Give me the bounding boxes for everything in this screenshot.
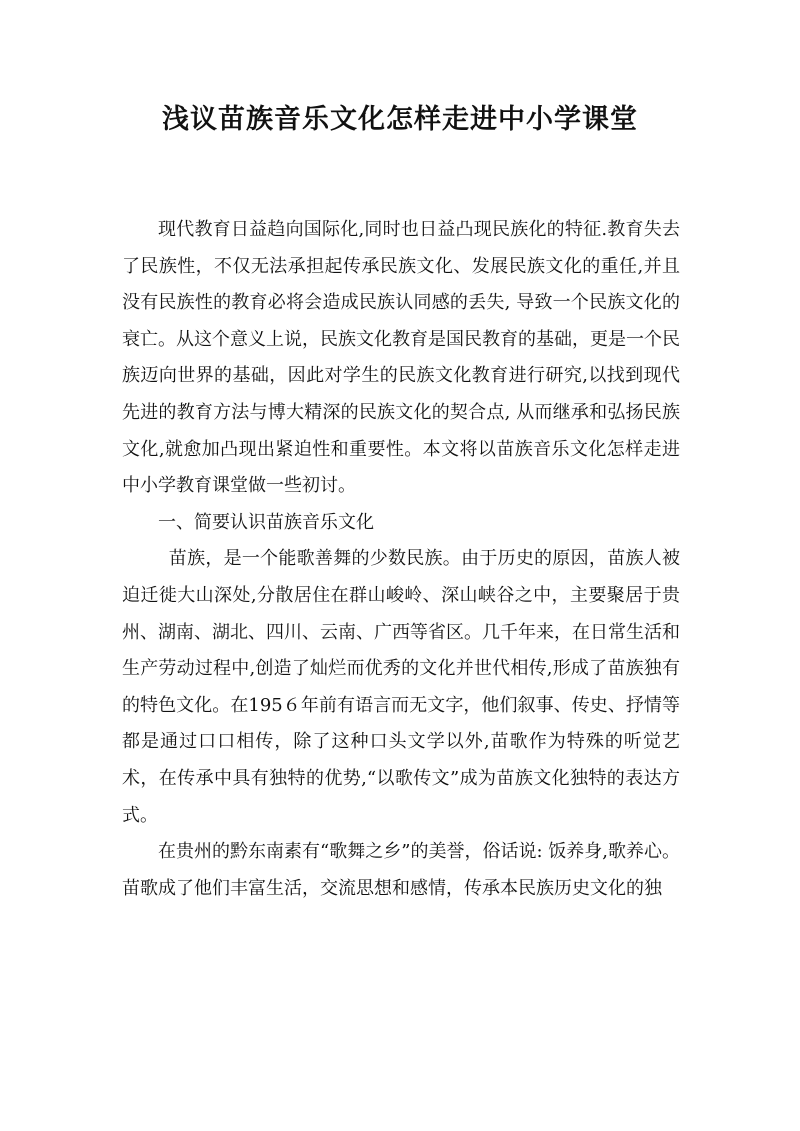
paragraph-guizhou: 在贵州的黔东南素有“歌舞之乡”的美誉，俗话说: 饭养身,歌养心。苗歌成了他们丰富生活，交流思想和感情，传承本民族历史文化的独 (122, 841, 680, 899)
section-heading: 一、简要认识苗族音乐文化 (158, 511, 374, 533)
paragraph-miao-intro: 苗族，是一个能歌善舞的少数民族。由于历史的原因，苗族人被迫迁徙大山深处,分散居住在群山峻岭、深山峡谷之中，主要聚居于贵州、湖南、湖北、四川、云南、广西等省区。几千年来，在日常生活和生产劳动过程中,创造了灿烂而优秀的文化并世代相传,形成了苗族独有的特色文化。在195６年前有语言而无文字，他们叙事、传史、抒情等都是通过口口相传，除了这种口头文学以外,苗歌作为特殊的听觉艺术，在传承中具有独特的优势,“以歌传文”成为苗族文化独特的表达方式。 (122, 548, 680, 826)
paragraph-intro: 现代教育日益趋向国际化,同时也日益凸现民族化的特征.教育失去了民族性，不仅无法承担起传承民族文化、发展民族文化的重任,并且没有民族性的教育必将会造成民族认同感的丢失, 导致一个民族文化的衰亡。从这个意义上说，民族文化教育是国民教育的基础，更是一个民族迈向世界的基础，因此对学生的民族文化教育进行研究,以找到现代先进的教育方法与博大精深的民族文化的契合点, 从而继承和弘扬民族文化,就愈加凸现出紧迫性和重要性。本文将以苗族音乐文化怎样走进中小学教育课堂做一些初讨。 (122, 219, 680, 497)
document-body (122, 212, 680, 907)
document-title: 浅议苗族音乐文化怎样走进中小学课堂 (162, 104, 638, 135)
